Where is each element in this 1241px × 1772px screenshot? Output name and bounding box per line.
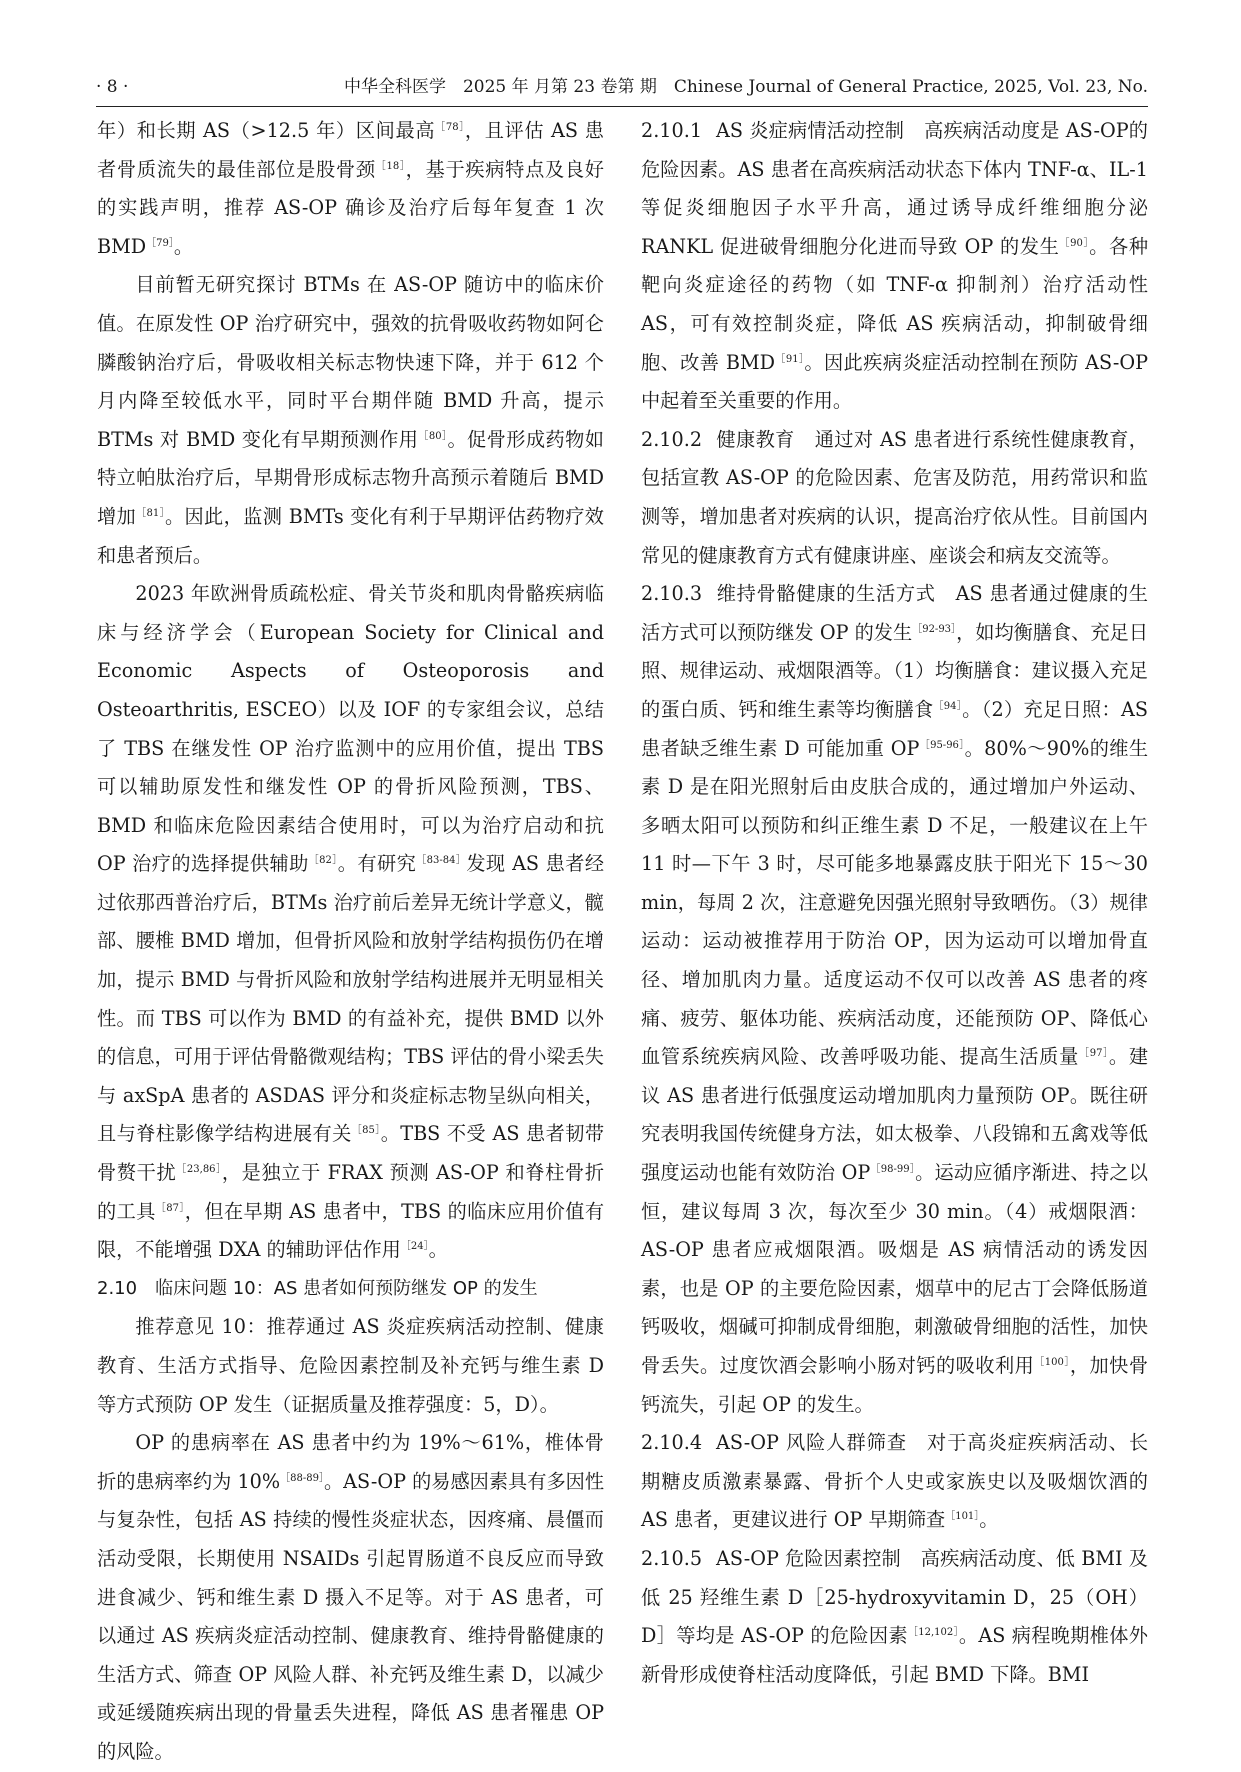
paragraph: 目前暂无研究探讨 BTMs 在 AS-OP 随访中的临床价值。在原发性 OP 治疗研究中，强效的抗骨吸收药物如阿仑膦酸钠治疗后，骨吸收相关标志物快速下降，并于 612 个月内降至较低水平，同时平台期伴随 BMD 升高，提示 BTMs 对 BMD 变化有早期预测作用$^{[80]}$。促骨形成药物如特立帕肽治疗后，早期骨形成标志物升高预示着随后 BMD 增加$^{[81]}$。因此，监测 BMTs 变化有利于早期评估药物疗效和患者预后。 <box>97 273 604 567</box>
citation: ［82］ <box>308 855 338 867</box>
citation: ［95-96］ <box>919 739 965 751</box>
citation: ［87］ <box>155 1202 185 1214</box>
subsection-number: 2.10.5 <box>641 1546 703 1570</box>
citation: ［79］ <box>146 237 174 249</box>
citation: ［91］ <box>775 353 805 365</box>
subsection: 2.10.1 AS 炎症病情活动控制 高疾病活动度是 AS-OP的危险因素。AS 患者在高疾病活动状态下体内 TNF-α、IL-1 等促炎细胞因子水平升高，通过诱导成纤维细胞分泌 RANKL 促进破骨细胞分化进而导致 OP 的发生$^{[90]}$。各种靶向炎症途径的药物（如 TNF-α 抑制剂）治疗活动性 AS，可有效控制炎症，降低 AS 疾病活动，抑制破骨细胞、改善 $BMD^{[91]}$。因此疾病炎症活动控制在预防 AS-OP 中起着至关重要的作用。 <box>641 119 1149 413</box>
subsection-number: 2.10.4 <box>641 1431 703 1455</box>
subsection: 2.10.3 维持骨骼健康的生活方式 AS 患者通过健康的生活方式可以预防继发 OP 的发生$^{[92-93]}$，如均衡膳食、充足日照、规律运动、戒烟限酒等。（1）均衡膳食：建议摄入充足的蛋白质、钙和维生素等均衡膳食$^{[94]}$。（2）充足日照：AS 患者缺乏维生素 D 可能加重 $OP^{[95-96]}$。80%～90%的维生素 D 是在阳光照射后由皮肤合成的，通过增加户外运动、多晒太阳可以预防和纠正维生素 D 不足，一般建议在上午 11 时—下午 3 时，尽可能多地暴露皮肤于阳光下 15～30 min，每周 2 次，注意避免因强光照射导致晒伤。（3）规律运动：运动被推荐用于防治 OP，因为运动可以增加骨直径、增加肌肉力量。适度运动不仅可以改善 AS 患者的疼痛、疲劳、躯体功能、疾病活动度，还能预防 OP、降低心血管系统疾病风险、改善呼吸功能、提高生活质量$^{[97]}$。建议 AS 患者进行低强度运动增加肌肉力量预防 OP。既往研究表明我国传统健身方法，如太极拳、八段锦和五禽戏等低强度运动也能有效防治 $OP^{[98-99]}$。运动应循序渐进、持之以恒，建议每周 3 次，每次至少 30 min。（4）戒烟限酒：AS-OP 患者应戒烟限酒。吸烟是 AS 病情活动的诱发因素，也是 OP 的主要危险因素，烟草中的尼古丁会降低肠道钙吸收，烟碱可抑制成骨细胞，刺激破骨细胞的活性，加快骨丢失。过度饮酒会影响小肠对钙的吸收利用$^{[100]}$，加快骨钙流失，引起 OP 的发生。 <box>641 582 1149 1416</box>
citation: ［23,86］ <box>176 1164 222 1176</box>
subsection: 2.10.5 AS-OP 危险因素控制 高疾病活动度、低 BMI 及低 25 羟维生素 D［25-hydroxyvitamin D，25（OH）D］等均是 AS-OP 的危险因素$^{[12,102]}$。AS 病程晚期椎体外新骨形成使脊柱活动度降低，引起 BMD 下降。BMI <box>641 1546 1148 1686</box>
citation: ［24］ <box>400 1241 429 1253</box>
subsection-title: AS 炎症病情活动控制 <box>716 119 905 142</box>
paragraph: OP 的患病率在 AS 患者中约为 19%～61%，椎体骨折的患病率约为 10%$^{[88-89]}$。AS-OP 的易感因素具有多因性与复杂性，包括 AS 持续的慢性炎症状态，因疼痛、晨僵而活动受限，长期使用 NSAIDs 引起胃肠道不良反应而导致进食减少、钙和维生素 D 摄入不足等。对于 AS 患者，可以通过 AS 疾病炎症活动控制、健康教育、维持骨骼健康的生活方式、筛查 OP 风险人群、补充钙及维生素 D，以减少或延缓随疾病出现的骨量丢失进程，降低 AS 患者罹患 OP 的风险。 <box>97 1431 605 1763</box>
left-column <box>97 112 604 1772</box>
subsection: 2.10.4 AS-OP 风险人群筛查 对于高炎症疾病活动、长期糖皮质激素暴露、骨折个人史或家族史以及吸烟饮酒的 AS 患者，更建议进行 OP 早期筛查$^{[101]}$。 <box>641 1431 1149 1532</box>
citation: ［78］ <box>435 122 465 133</box>
journal-citation: 中华全科医学 2025 年 月第 23 卷第 期 Chinese Journal of General Practice, 2025, Vol. 23, No. <box>343 77 1148 97</box>
citation: ［101］ <box>945 1511 980 1523</box>
citation: ［80］ <box>418 430 448 442</box>
subsection: 2.10.2 健康教育 通过对 AS 患者进行系统性健康教育，包括宣教 AS-OP 的危险因素、危害及防范，用药常识和监测等，增加患者对疾病的认识，提高治疗依从性。目前国内常见的健康教育方式有健康讲座、座谈会和病友交流等。 <box>641 427 1148 567</box>
page-number: · 8 · <box>96 77 129 97</box>
right-column <box>641 112 1148 1694</box>
running-header <box>96 72 1148 107</box>
citation: ［85］ <box>351 1125 381 1137</box>
citation: ［92-93］ <box>912 623 957 635</box>
subsection-number: 2.10.2 <box>641 427 703 451</box>
citation: ［83-84］ <box>416 855 467 867</box>
subsection-number: 2.10.1 <box>641 119 703 142</box>
paragraph: 2023 年欧洲骨质疏松症、骨关节炎和肌肉骨骼疾病临床与经济学会（European Society for Clinical and Economic Aspects of Osteoporosis and Osteoarthritis, ESCEO）以及 IOF 的专家组会议，总结了 TBS 在继发性 OP 治疗监测中的应用价值，提出 TBS 可以辅助原发性和继发性 OP 的骨折风险预测，TBS、BMD 和临床危险因素结合使用时，可以为治疗启动和抗 OP 治疗的选择提供辅助$^{[82]}$。有研究$^{[83-84]}$发现 AS 患者经过依那西普治疗后，BTMs 治疗前后差异无统计学意义，髋部、腰椎 BMD 增加，但骨折风险和放射学结构损伤仍在增加，提示 BMD 与骨折风险和放射学结构进展并无明显相关性。而 TBS 可以作为 BMD 的有益补充，提供 BMD 以外的信息，可用于评估骨骼微观结构；TBS 评估的骨小梁丢失与 axSpA 患者的 ASDAS 评分和炎症标志物呈纵向相关，且与脊柱影像学结构进展有关$^{[85]}$。TBS 不受 AS 患者韧带骨赘干扰$^{[23,86]}$，是独立于 FRAX 预测 AS-OP 和脊柱骨折的工具$^{[87]}$，但在早期 AS 患者中，TBS 的临床应用价值有限，不能增强 DXA 的辅助评估作用$^{[24]}$。 <box>97 582 605 1262</box>
subsection-title: AS-OP 危险因素控制 <box>716 1546 901 1570</box>
citation: ［90］ <box>1059 237 1090 249</box>
citation: ［81］ <box>136 507 165 519</box>
subsection-title: 维持骨骼健康的生活方式 <box>716 582 936 606</box>
subsection-number: 2.10.3 <box>641 582 703 606</box>
citation: ［12,102］ <box>907 1627 959 1639</box>
citation: ［94］ <box>933 700 963 712</box>
citation: ［88-89］ <box>280 1472 324 1484</box>
recommendation: 推荐意见 10：推荐通过 AS 炎症疾病活动控制、健康教育、生活方式指导、危险因素控制及补充钙与维生素 D 等方式预防 OP 发生（证据质量及推荐强度：5，D）。 <box>97 1315 604 1416</box>
citation: ［97］ <box>1079 1048 1109 1060</box>
subsection-title: AS-OP 风险人群筛查 <box>716 1431 908 1455</box>
section-heading: 2.10 临床问题 10：AS 患者如何预防继发 OP 的发生 <box>97 1277 538 1299</box>
subsection-title: 健康教育 <box>716 427 795 451</box>
citation: ［18］ <box>375 160 406 172</box>
paragraph: 年）和长期 AS（>12.5 年）区间最高$^{[78]}$，且评估 AS 患者骨质流失的最佳部位是股骨颈$^{[18]}$，基于疾病特点及良好的实践声明，推荐 AS-OP 确诊及治疗后每年复查 1 次 $BMD^{[79]}$。 <box>97 119 604 258</box>
citation: ［98-99］ <box>870 1164 916 1176</box>
citation: ［100］ <box>1034 1357 1070 1368</box>
